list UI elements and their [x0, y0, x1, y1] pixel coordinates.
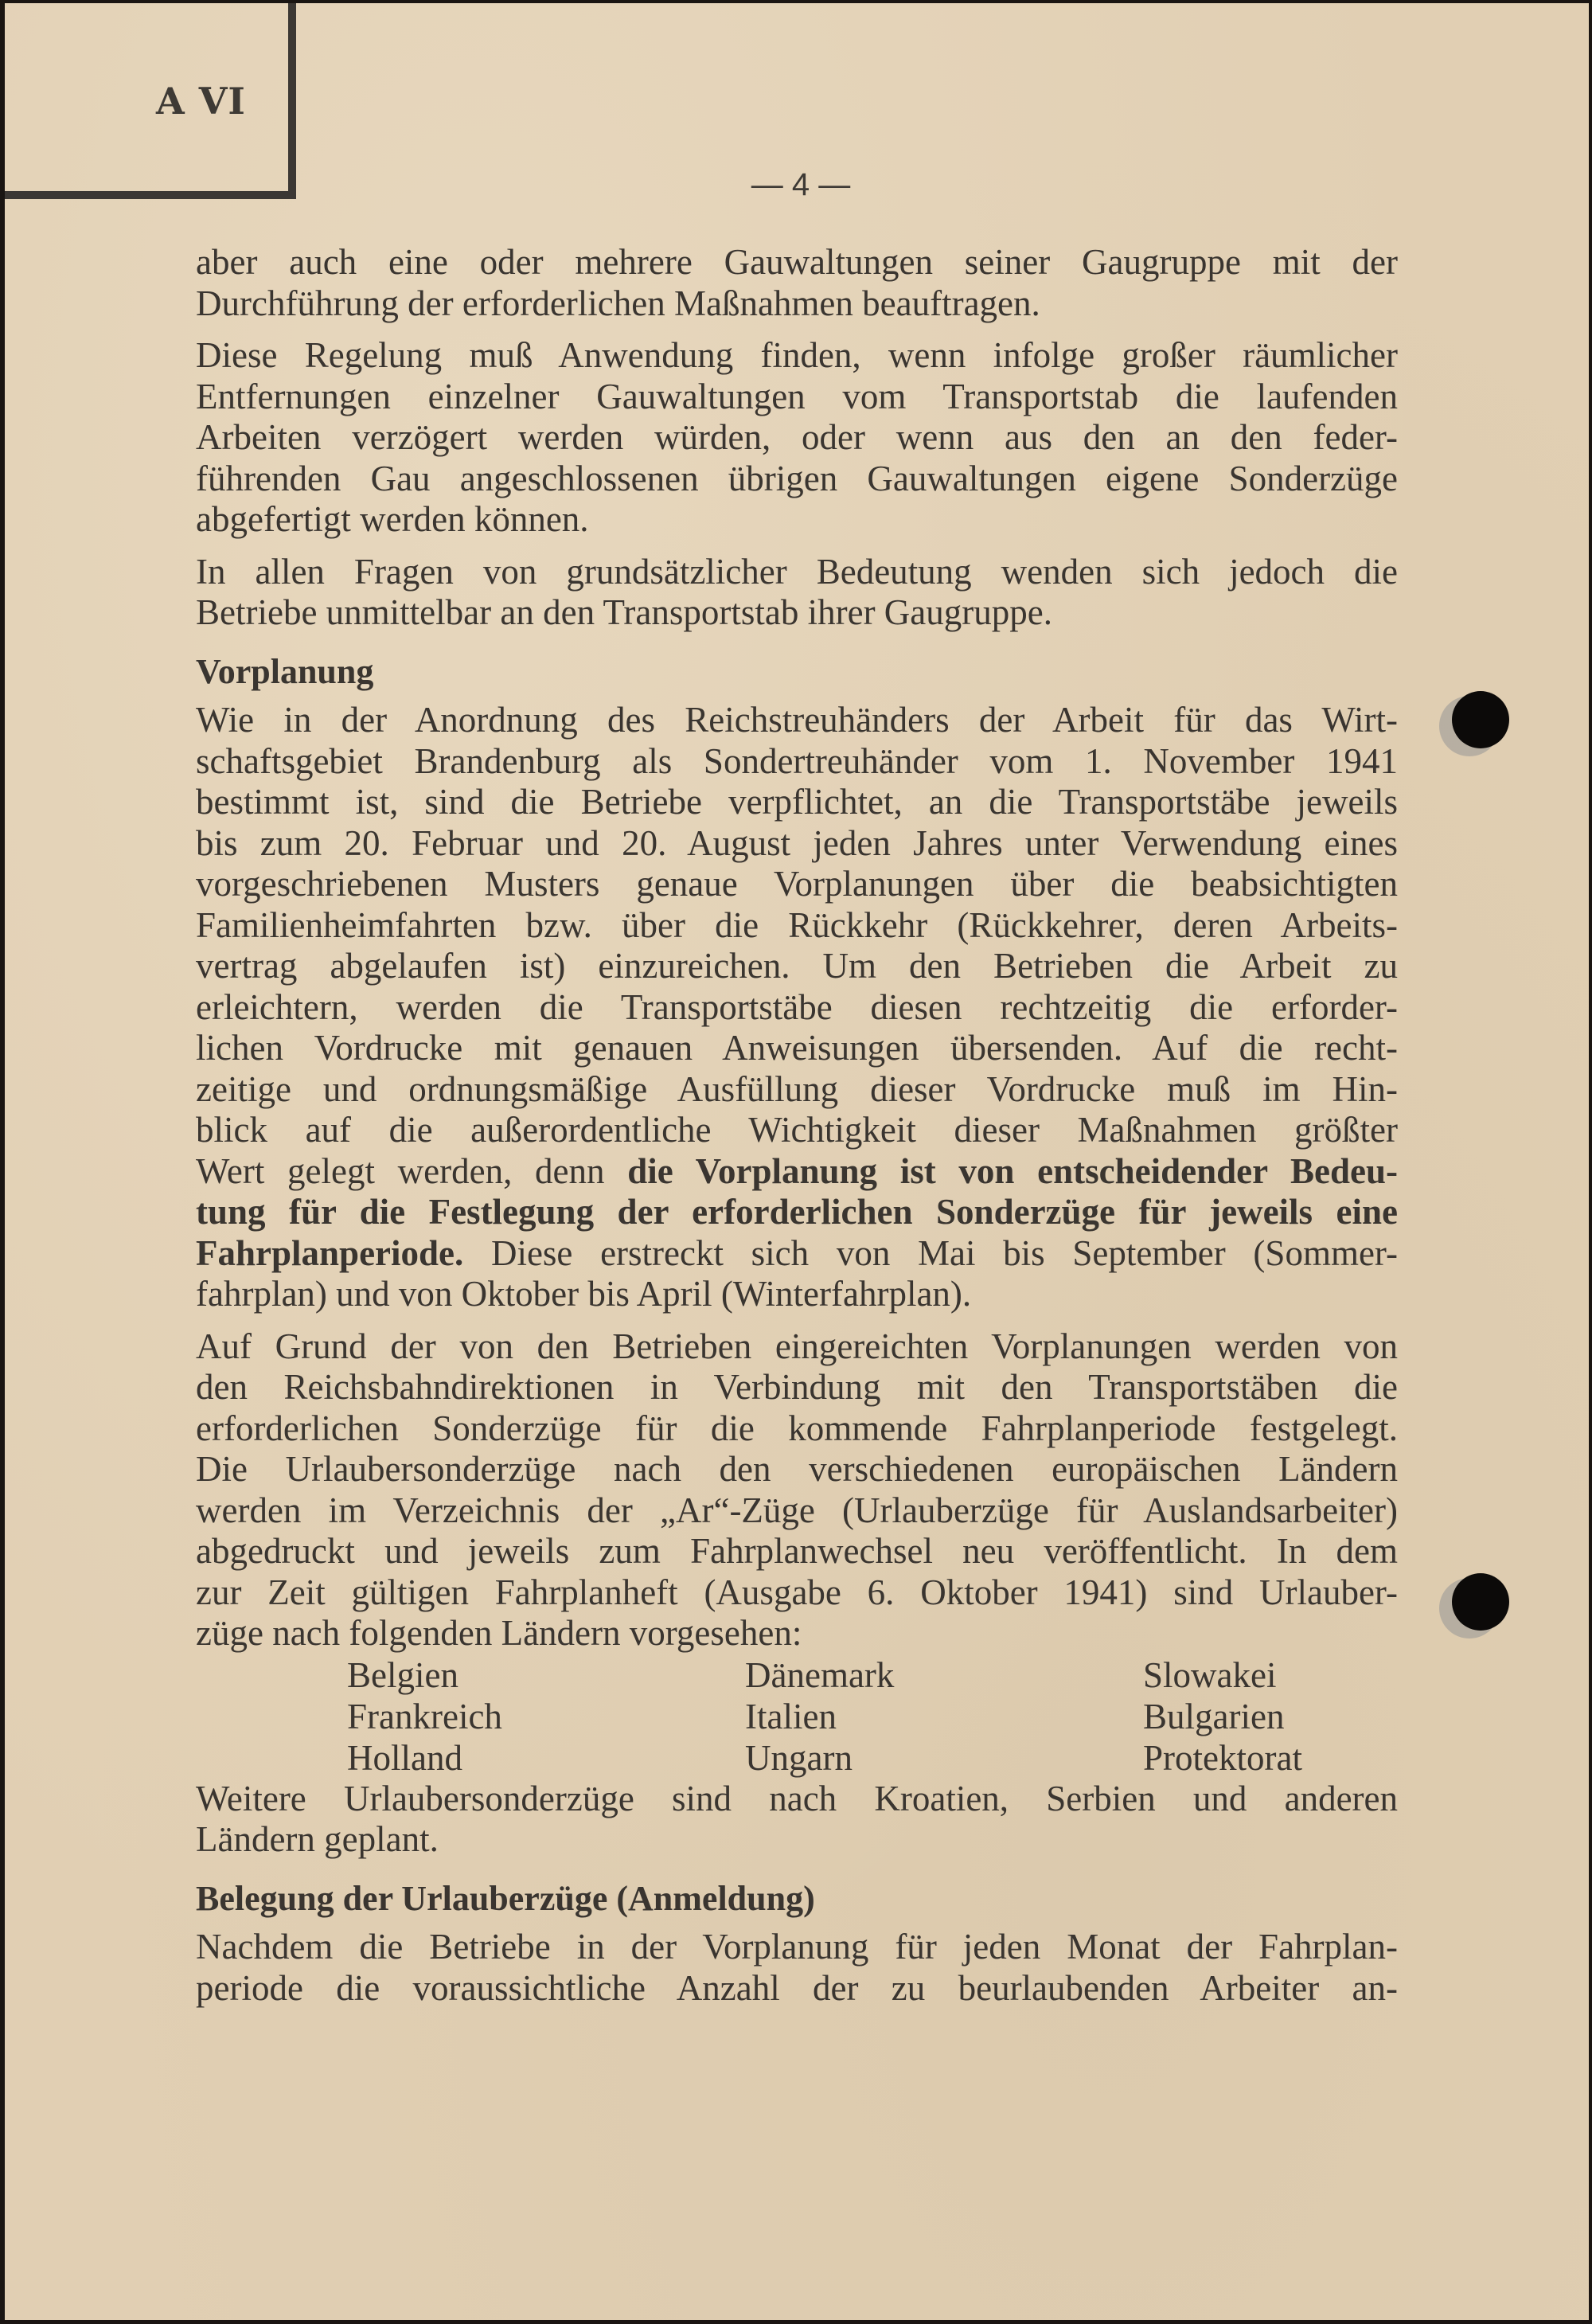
country-list [347, 1654, 1398, 1779]
country-item: Slowakei [1143, 1654, 1277, 1695]
emphasis-text: tung für die Festlegung der erforderlichen Sonderzüge für jeweils eine [196, 1192, 1398, 1232]
country-item: Bulgarien [1143, 1696, 1285, 1736]
text-line: lichen Vordrucke mit genauen Anweisungen übersenden. Auf die recht- [196, 1028, 1398, 1068]
text-line: werden im Verzeichnis der „Ar“-Züge (Urlauberzüge für Auslandsarbeiter) [196, 1490, 1398, 1530]
text-line: In allen Fragen von grundsätzlicher Bedeutung wenden sich jedoch die [196, 551, 1398, 592]
text-line: abgedruckt und jeweils zum Fahrplanwechsel neu veröffentlicht. In dem [196, 1531, 1398, 1571]
paragraph [196, 1326, 1398, 1654]
paragraph [196, 335, 1398, 541]
text-line: Familienheimfahrten bzw. über die Rückkehr (Rückkehrer, deren Arbeits- [196, 904, 1398, 945]
page-number: — 4 — [751, 167, 851, 202]
text-line: zur Zeit gültigen Fahrplanheft (Ausgabe 6. Oktober 1941) sind Urlauber- [196, 1572, 1398, 1612]
paragraph [196, 552, 1398, 634]
paragraph [196, 242, 1398, 324]
text-line: Entfernungen einzelner Gauwaltungen vom Transportstab die laufenden [196, 376, 1398, 416]
text-line: bis zum 20. Februar und 20. August jeden Jahres unter Verwendung eines [196, 822, 1398, 863]
paragraph [196, 1779, 1398, 1861]
country-item: Ungarn [745, 1737, 853, 1778]
emphasis-text: Fahrplanperiode. [196, 1232, 464, 1273]
text-line: abgefertigt werden können. [196, 499, 589, 539]
text-line: periode die voraussichtliche Anzahl der zu beurlaubenden Arbeiter an- [196, 1967, 1398, 2008]
punch-hole-icon [1452, 691, 1509, 748]
text-line: führenden Gau angeschlossenen übrigen Gauwaltungen eigene Sonderzüge [196, 458, 1398, 498]
country-item: Protektorat [1143, 1737, 1302, 1778]
document-page [5, 3, 1589, 2320]
text-line: Wie in der Anordnung des Reichstreuhänders der Arbeit für das Wirt- [196, 700, 1398, 740]
text-line: Nachdem die Betriebe in der Vorplanung für jeden Monat der Fahrplan- [196, 1927, 1398, 1967]
country-item: Dänemark [745, 1654, 895, 1695]
section-label: A VI [156, 80, 246, 123]
text-line [196, 1233, 1398, 1275]
country-item: Holland [347, 1737, 462, 1778]
section-heading-belegung: Belegung der Urlauberzüge (Anmeldung) [196, 1878, 815, 1918]
paragraph [196, 700, 1398, 1315]
country-item: Belgien [347, 1654, 458, 1695]
text-line: den Reichsbahndirektionen in Verbindung mit den Transportstäben die [196, 1367, 1398, 1407]
text-line: züge nach folgenden Ländern vorgesehen: [196, 1613, 802, 1653]
emphasis-text: die Vorplanung ist von entscheidender Bedeu- [627, 1150, 1399, 1191]
text-line: erleichtern, werden die Transportstäbe diesen rechtzeitig die erforder- [196, 986, 1398, 1027]
text-line: erforderlichen Sonderzüge für die kommende Fahrplanperiode festgelegt. [196, 1408, 1398, 1448]
text-line: vertrag abgelaufen ist) einzureichen. Um den Betrieben die Arbeit zu [196, 946, 1398, 986]
text-line: Die Urlaubersonderzüge nach den verschiedenen europäischen Ländern [196, 1449, 1398, 1489]
text-line: bestimmt ist, sind die Betriebe verpflichtet, an die Transportstäbe jeweils [196, 782, 1398, 822]
text-run: Diese erstreckt sich von Mai bis September (Sommer- [463, 1232, 1398, 1273]
text-line: Diese Regelung muß Anwendung finden, wenn infolge großer räumlicher [196, 335, 1398, 375]
text-line: Arbeiten verzögert werden würden, oder wenn aus den an den feder- [196, 417, 1398, 457]
text-line: blick auf die außerordentliche Wichtigkeit dieser Maßnahmen größter [196, 1110, 1398, 1150]
text-run: Wert gelegt werden, denn [196, 1150, 628, 1191]
text-line: Auf Grund der von den Betrieben eingereichten Vorplanungen werden von [196, 1326, 1398, 1366]
text-line: Weitere Urlaubersonderzüge sind nach Kroatien, Serbien und anderen [196, 1778, 1398, 1818]
text-line: fahrplan) und von Oktober bis April (Winterfahrplan). [196, 1274, 972, 1314]
text-line [196, 1151, 1398, 1193]
text-line: zeitige und ordnungsmäßige Ausfüllung dieser Vordrucke muß im Hin- [196, 1068, 1398, 1109]
text-line: vorgeschriebenen Musters genaue Vorplanungen über die beabsichtigten [196, 864, 1398, 904]
text-line: Durchführung der erforderlichen Maßnahmen beauftragen. [196, 283, 1040, 323]
body-text [196, 242, 1398, 2020]
country-item: Frankreich [347, 1696, 502, 1736]
section-heading-vorplanung: Vorplanung [196, 651, 374, 691]
text-line: schaftsgebiet Brandenburg als Sondertreuhänder vom 1. November 1941 [196, 740, 1398, 781]
text-line: aber auch eine oder mehrere Gauwaltungen seiner Gaugruppe mit der [196, 242, 1398, 282]
country-item: Italien [745, 1696, 837, 1736]
text-line: Ländern geplant. [196, 1819, 439, 1859]
text-line: Betriebe unmittelbar an den Transportstab ihrer Gaugruppe. [196, 592, 1052, 632]
punch-hole-icon [1452, 1573, 1509, 1631]
paragraph [196, 1927, 1398, 2009]
